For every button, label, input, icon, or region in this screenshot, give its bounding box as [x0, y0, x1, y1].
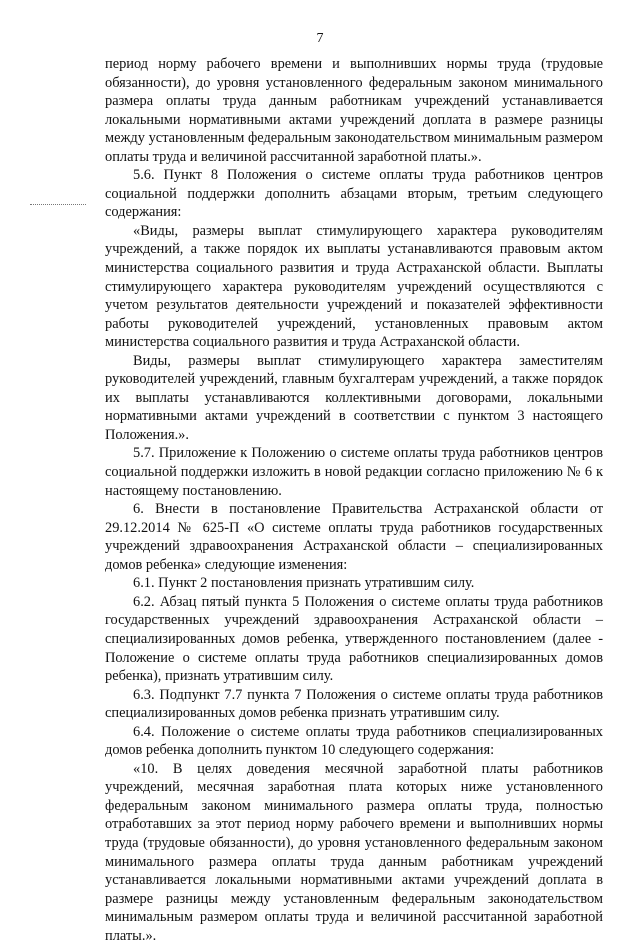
paragraph-quote-deputy-incentives: Виды, размеры выплат стимулирующего характера заместителям руководителей учреждений, главным бухгалтерам учреждений, а также порядок их выплаты устанавливаются коллективными договорами, локальными нормативными актами учреждений в соответствии с пунктом 3 настоящего Положения.».: [105, 352, 603, 443]
paragraph-quote-director-incentives: «Виды, размеры выплат стимулирующего характера руководителям учреждений, а также порядок их выплаты устанавливаются правовым актом министерства социального развития и труда Астраханской области. Выплаты стимулирующего характера руководителям учреждений осуществляются с учетом результатов деятельности учреждений и показателей эффективности работы руководителей учреждений, установленных правовым актом министерства социального развития и труда Астраханской области.: [105, 222, 603, 351]
paragraph-quote-point-10: «10. В целях доведения месячной заработной платы работников учреждений, месячная заработная плата которых ниже установленного федеральным законом минимального размера оплаты труда, полностью отработавших за этот период норму рабочего времени и выполнивших нормы труда (трудовые обязанности), до уровня установленного федеральным законом минимального размера оплаты труда данным работникам учреждений устанавливается локальными нормативными актами учреждений доплата в размере разницы между установленным федеральным законодательством минимальным размером оплаты труда и величиной рассчитанной заработной платы.».: [105, 760, 603, 944]
paragraph-5-6: 5.6. Пункт 8 Положения о системе оплаты труда работников центров социальной поддержки дополнить абзацами вторым, третьим следующего содержания:: [105, 167, 603, 221]
paragraph-6-2: 6.2. Абзац пятый пункта 5 Положения о системе оплаты труда работников государственных учреждений здравоохранения Астраханской области – специализированных домов ребенка, утвержденного постановлением (далее - Положение о системе оплаты труда работников специализированных домов ребенка), признать утратившим силу.: [105, 593, 603, 685]
paragraph-5-7: 5.7. Приложение к Положению о системе оплаты труда работников центров социальной поддержки изложить в новой редакции согласно приложению № 6 к настоящему постановлению.: [105, 445, 603, 499]
document-body: [105, 55, 603, 945]
paragraph-6-1: 6.1. Пункт 2 постановления признать утратившим силу.: [133, 575, 475, 592]
paragraph-6-4: 6.4. Положение о системе оплаты труда работников специализированных домов ребенка дополнить пунктом 10 следующего содержания:: [105, 723, 603, 759]
paragraph-continuation: период норму рабочего времени и выполнивших нормы труда (трудовые обязанности), до уровня установленного федеральным законом минимального размера оплаты труда данным работникам учреждений устанавливается локальными нормативными актами учреждений доплата в размере разницы между установленным федеральным законодательством минимальным размером оплаты труда и величиной рассчитанной заработной платы.».: [105, 56, 603, 165]
page-number: 7: [316, 31, 324, 46]
paragraph-6-3: 6.3. Подпункт 7.7 пункта 7 Положения о системе оплаты труда работников специализированных домов ребенка признать утратившим силу.: [105, 686, 603, 722]
paragraph-6: 6. Внести в постановление Правительства Астраханской области от 29.12.2014 № 625-П «О системе оплаты труда работников государственных учреждений здравоохранения Астраханской области – специализированных домов ребенка» следующие изменения:: [105, 501, 603, 573]
scan-artifact-mark: [30, 204, 86, 206]
